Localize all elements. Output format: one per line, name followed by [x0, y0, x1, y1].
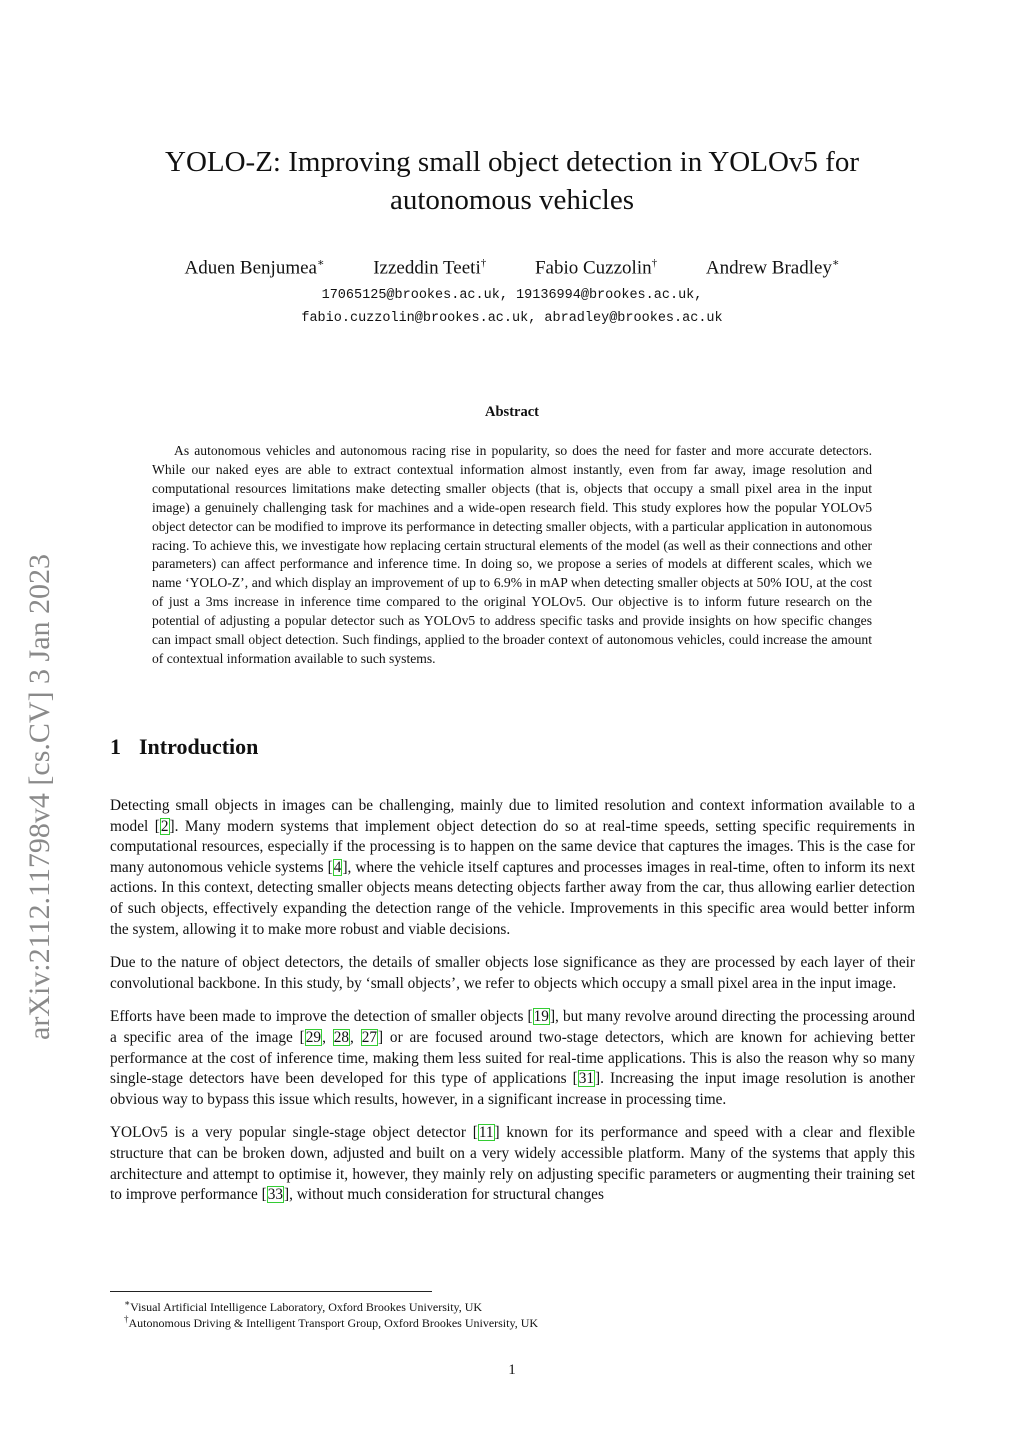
paragraph-2: Due to the nature of object detectors, the details of smaller objects lose significance as they are processed by each layer of their convolutional backbone. In this study, by ‘small objects’, we refer to objects which occupy a small pixel area in the input image.: [110, 954, 915, 992]
email-line-2: fabio.cuzzolin@brookes.ac.uk, abradley@brookes.ac.uk: [301, 311, 723, 326]
page-number: 1: [508, 1362, 516, 1378]
abstract-body: [152, 442, 872, 669]
abstract-text: As autonomous vehicles and autonomous racing rise in popularity, so does the need for faster and more accurate detectors. While our naked eyes are able to extract contextual information almost instantly, even from far away, image resolution and computational resources limitations make detecting smaller objects (that is, objects that occupy a small pixel area in the input image) a genuinely challenging task for machines and a wide-open research field. This study explores how the popular YOLOv5 object detector can be modified to improve its performance in detecting smaller objects, with a particular application in autonomous racing. To achieve this, we investigate how replacing certain structural elements of the model (as well as their connections and other parameters) can affect performance and inference time. In doing so, we propose a series of models at different scales, which we name ‘YOLO-Z’, and which display an improvement of up to 6.9% in mAP when detecting smaller objects at 50% IOU, at the cost of just a 3ms increase in inference time compared to the original YOLOv5. Our objective is to inform future research on the potential of adjusting a popular detector such as YOLOv5 to address specific tasks and provide insights on how specific changes can impact small object detection. Such findings, applied to the broader context of autonomous vehicles, could increase the amount of contextual information available to such systems.: [152, 443, 872, 666]
citation-link[interactable]: 19: [533, 1008, 549, 1026]
citation-link[interactable]: 11: [478, 1124, 494, 1142]
arxiv-stamp: arXiv:2112.11798v4 [cs.CV] 3 Jan 2023: [23, 553, 56, 1040]
section-title: Introduction: [139, 734, 259, 759]
paragraph-1: Detecting small objects in images can be challenging, mainly due to limited resolution and context information available to a model [2]. Many modern systems that implement object detection do so at real-time speeds, setting specific requirements in computational resources, especially if the processing is to happen on the same device that captures the images. This is the case for many autonomous vehicle systems [4], where the vehicle itself captures and processes images in real-time, often to inform its next actions. In this context, detecting smaller objects means detecting objects farther away from the car, thus allowing earlier detection of such objects, effectively expanding the detection range of the vehicle. Improvements in this specific area would better inform the system, allowing it to make more robust and viable decisions.: [110, 797, 916, 938]
citation-link[interactable]: 4: [333, 858, 342, 876]
abstract-heading: Abstract: [485, 404, 539, 420]
citation-link[interactable]: 31: [578, 1070, 595, 1088]
author-3: Fabio Cuzzolin†: [534, 257, 658, 279]
author-1: Aduen Benjumea∗: [184, 257, 325, 279]
footnote-2: †Autonomous Driving & Intelligent Transport Group, Oxford Brookes University, UK: [124, 1314, 539, 1330]
citation-link[interactable]: 28: [333, 1028, 350, 1046]
citation-link[interactable]: 2: [160, 817, 169, 835]
title-line-1: YOLO-Z: Improving small object detection in YOLOv5 for: [165, 146, 859, 178]
section-heading: [110, 734, 258, 760]
email-line-1: 17065125@brookes.ac.uk, 19136994@brookes.ac.uk,: [321, 288, 703, 303]
author-4: Andrew Bradley∗: [705, 257, 840, 279]
author-emails: [100, 284, 924, 330]
citation-link[interactable]: 29: [305, 1028, 322, 1046]
author-2: Izzeddin Teeti†: [373, 257, 487, 279]
footnote-1: ∗Visual Artificial Intelligence Laboratory, Oxford Brookes University, UK: [124, 1298, 483, 1314]
footnote-rule: [110, 1291, 432, 1292]
section-number: 1: [110, 734, 121, 759]
citation-link[interactable]: 27: [361, 1028, 377, 1046]
paper-title: [100, 143, 924, 219]
author-list: [100, 256, 924, 279]
introduction-body: [110, 796, 915, 1219]
paragraph-4: YOLOv5 is a very popular single-stage object detector [11] known for its performance and speed with a clear and flexible structure that can be broken down, adjusted and built on a very widely accessible platform. Many of the systems that apply this architecture and attempt to optimise it, however, they mainly rely on adjusting specific parameters or augmenting their training set to improve performance [33], without much consideration for structural changes: [110, 1124, 915, 1204]
title-line-2: autonomous vehicles: [389, 184, 635, 216]
citation-link[interactable]: 33: [267, 1186, 284, 1204]
paragraph-3: Efforts have been made to improve the detection of smaller objects [19], but many revolve around directing the processing around a specific area of the image [29, 28, 27] or are focused around two-stage detectors, which are known for achieving better performance at the cost of inference time, making them less suited for real-time applications. This is also the reason why so many single-stage detectors have been developed for this type of applications [31]. Increasing the input image resolution is another obvious way to bypass this issue which results, however, in a significant increase in processing time.: [110, 1008, 916, 1108]
